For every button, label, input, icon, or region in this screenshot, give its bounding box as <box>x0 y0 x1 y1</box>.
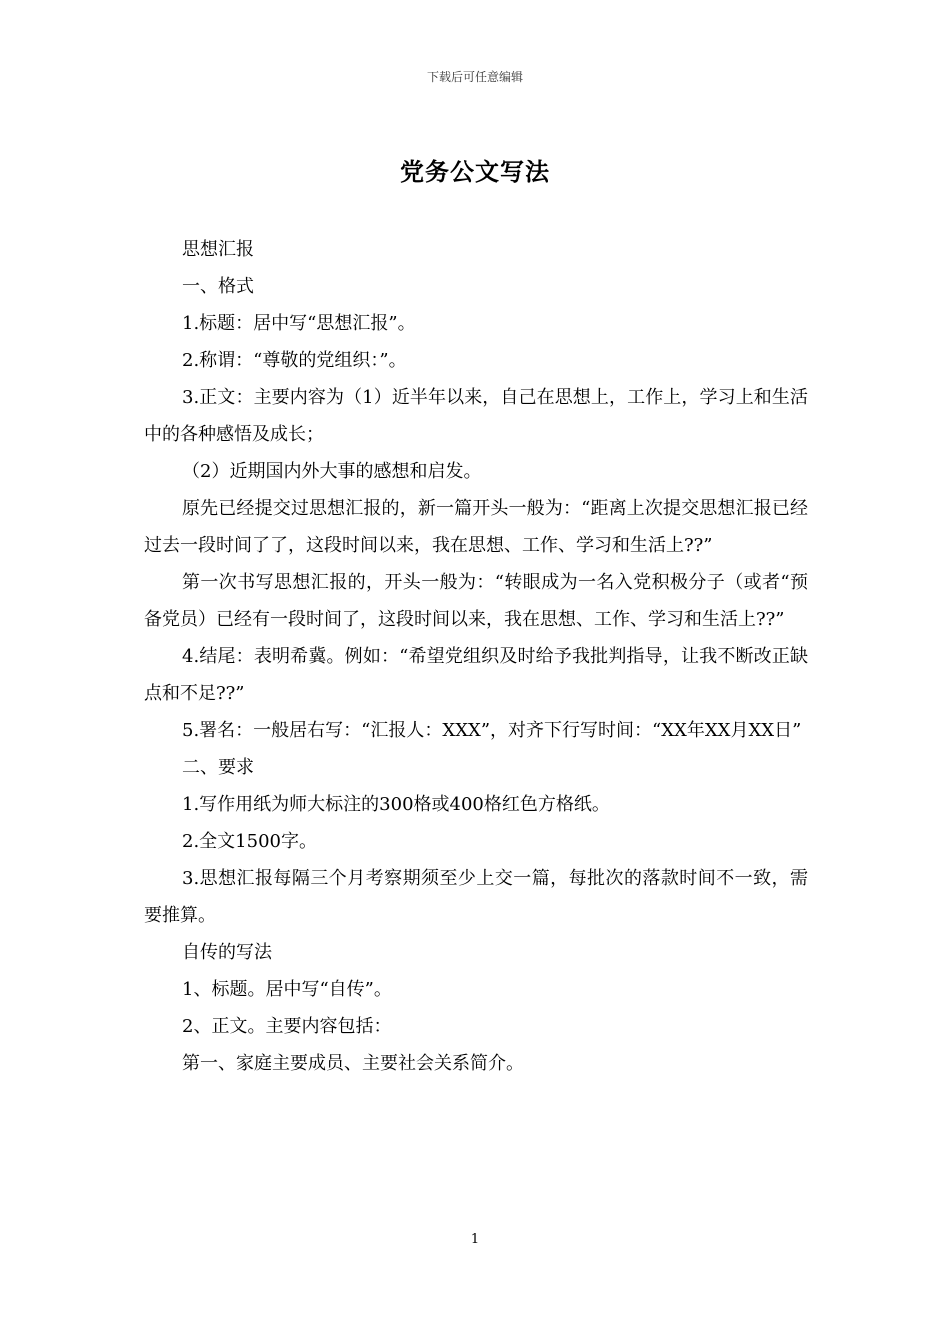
paragraph-subheading-format: 一、格式 <box>182 276 254 297</box>
paragraph: 3.正文：主要内容为（1）近半年以来，自己在思想上，工作上，学习上和生活中的各种感悟及成长； <box>144 387 808 445</box>
document-body <box>144 231 808 1082</box>
paragraph-subheading-requirements: 二、要求 <box>182 757 254 778</box>
paragraph: 原先已经提交过思想汇报的，新一篇开头一般为：“距离上次提交思想汇报已经过去一段时间了了，这段时间以来，我在思想、工作、学习和生活上??” <box>144 498 808 556</box>
document-title: 党务公文写法 <box>400 157 550 186</box>
page-number: 1 <box>470 1232 480 1247</box>
paragraph: 第一次书写思想汇报的，开头一般为：“转眼成为一名入党积极分子（或者“预备党员）已经有一段时间了，这段时间以来，我在思想、工作、学习和生活上??” <box>144 572 808 630</box>
paragraph: 2.称谓：“尊敬的党组织：”。 <box>182 350 407 371</box>
paragraph: 4.结尾：表明希冀。例如：“希望党组织及时给予我批判指导，让我不断改正缺点和不足??” <box>144 646 808 704</box>
paragraph: 2.全文1500字。 <box>182 831 317 852</box>
paragraph: 1.写作用纸为师大标注的300格或400格红色方格纸。 <box>182 794 610 815</box>
paragraph: 1、标题。居中写“自传”。 <box>182 979 392 1000</box>
paragraph-section-heading: 自传的写法 <box>182 942 272 963</box>
paragraph: 5.署名：一般居右写：“汇报人：XXX”，对齐下行写时间：“XX年XX月XX日” <box>182 720 802 741</box>
paragraph: 1.标题：居中写“思想汇报”。 <box>182 313 416 334</box>
paragraph: 第一、家庭主要成员、主要社会关系简介。 <box>182 1053 524 1074</box>
paragraph: 3.思想汇报每隔三个月考察期须至少上交一篇，每批次的落款时间不一致，需要推算。 <box>144 868 808 926</box>
paragraph: （2）近期国内外大事的感想和启发。 <box>182 461 482 482</box>
paragraph-section-heading: 思想汇报 <box>182 239 254 260</box>
paragraph: 2、正文。主要内容包括： <box>182 1016 392 1037</box>
page-header-note: 下载后可任意编辑 <box>426 70 523 84</box>
